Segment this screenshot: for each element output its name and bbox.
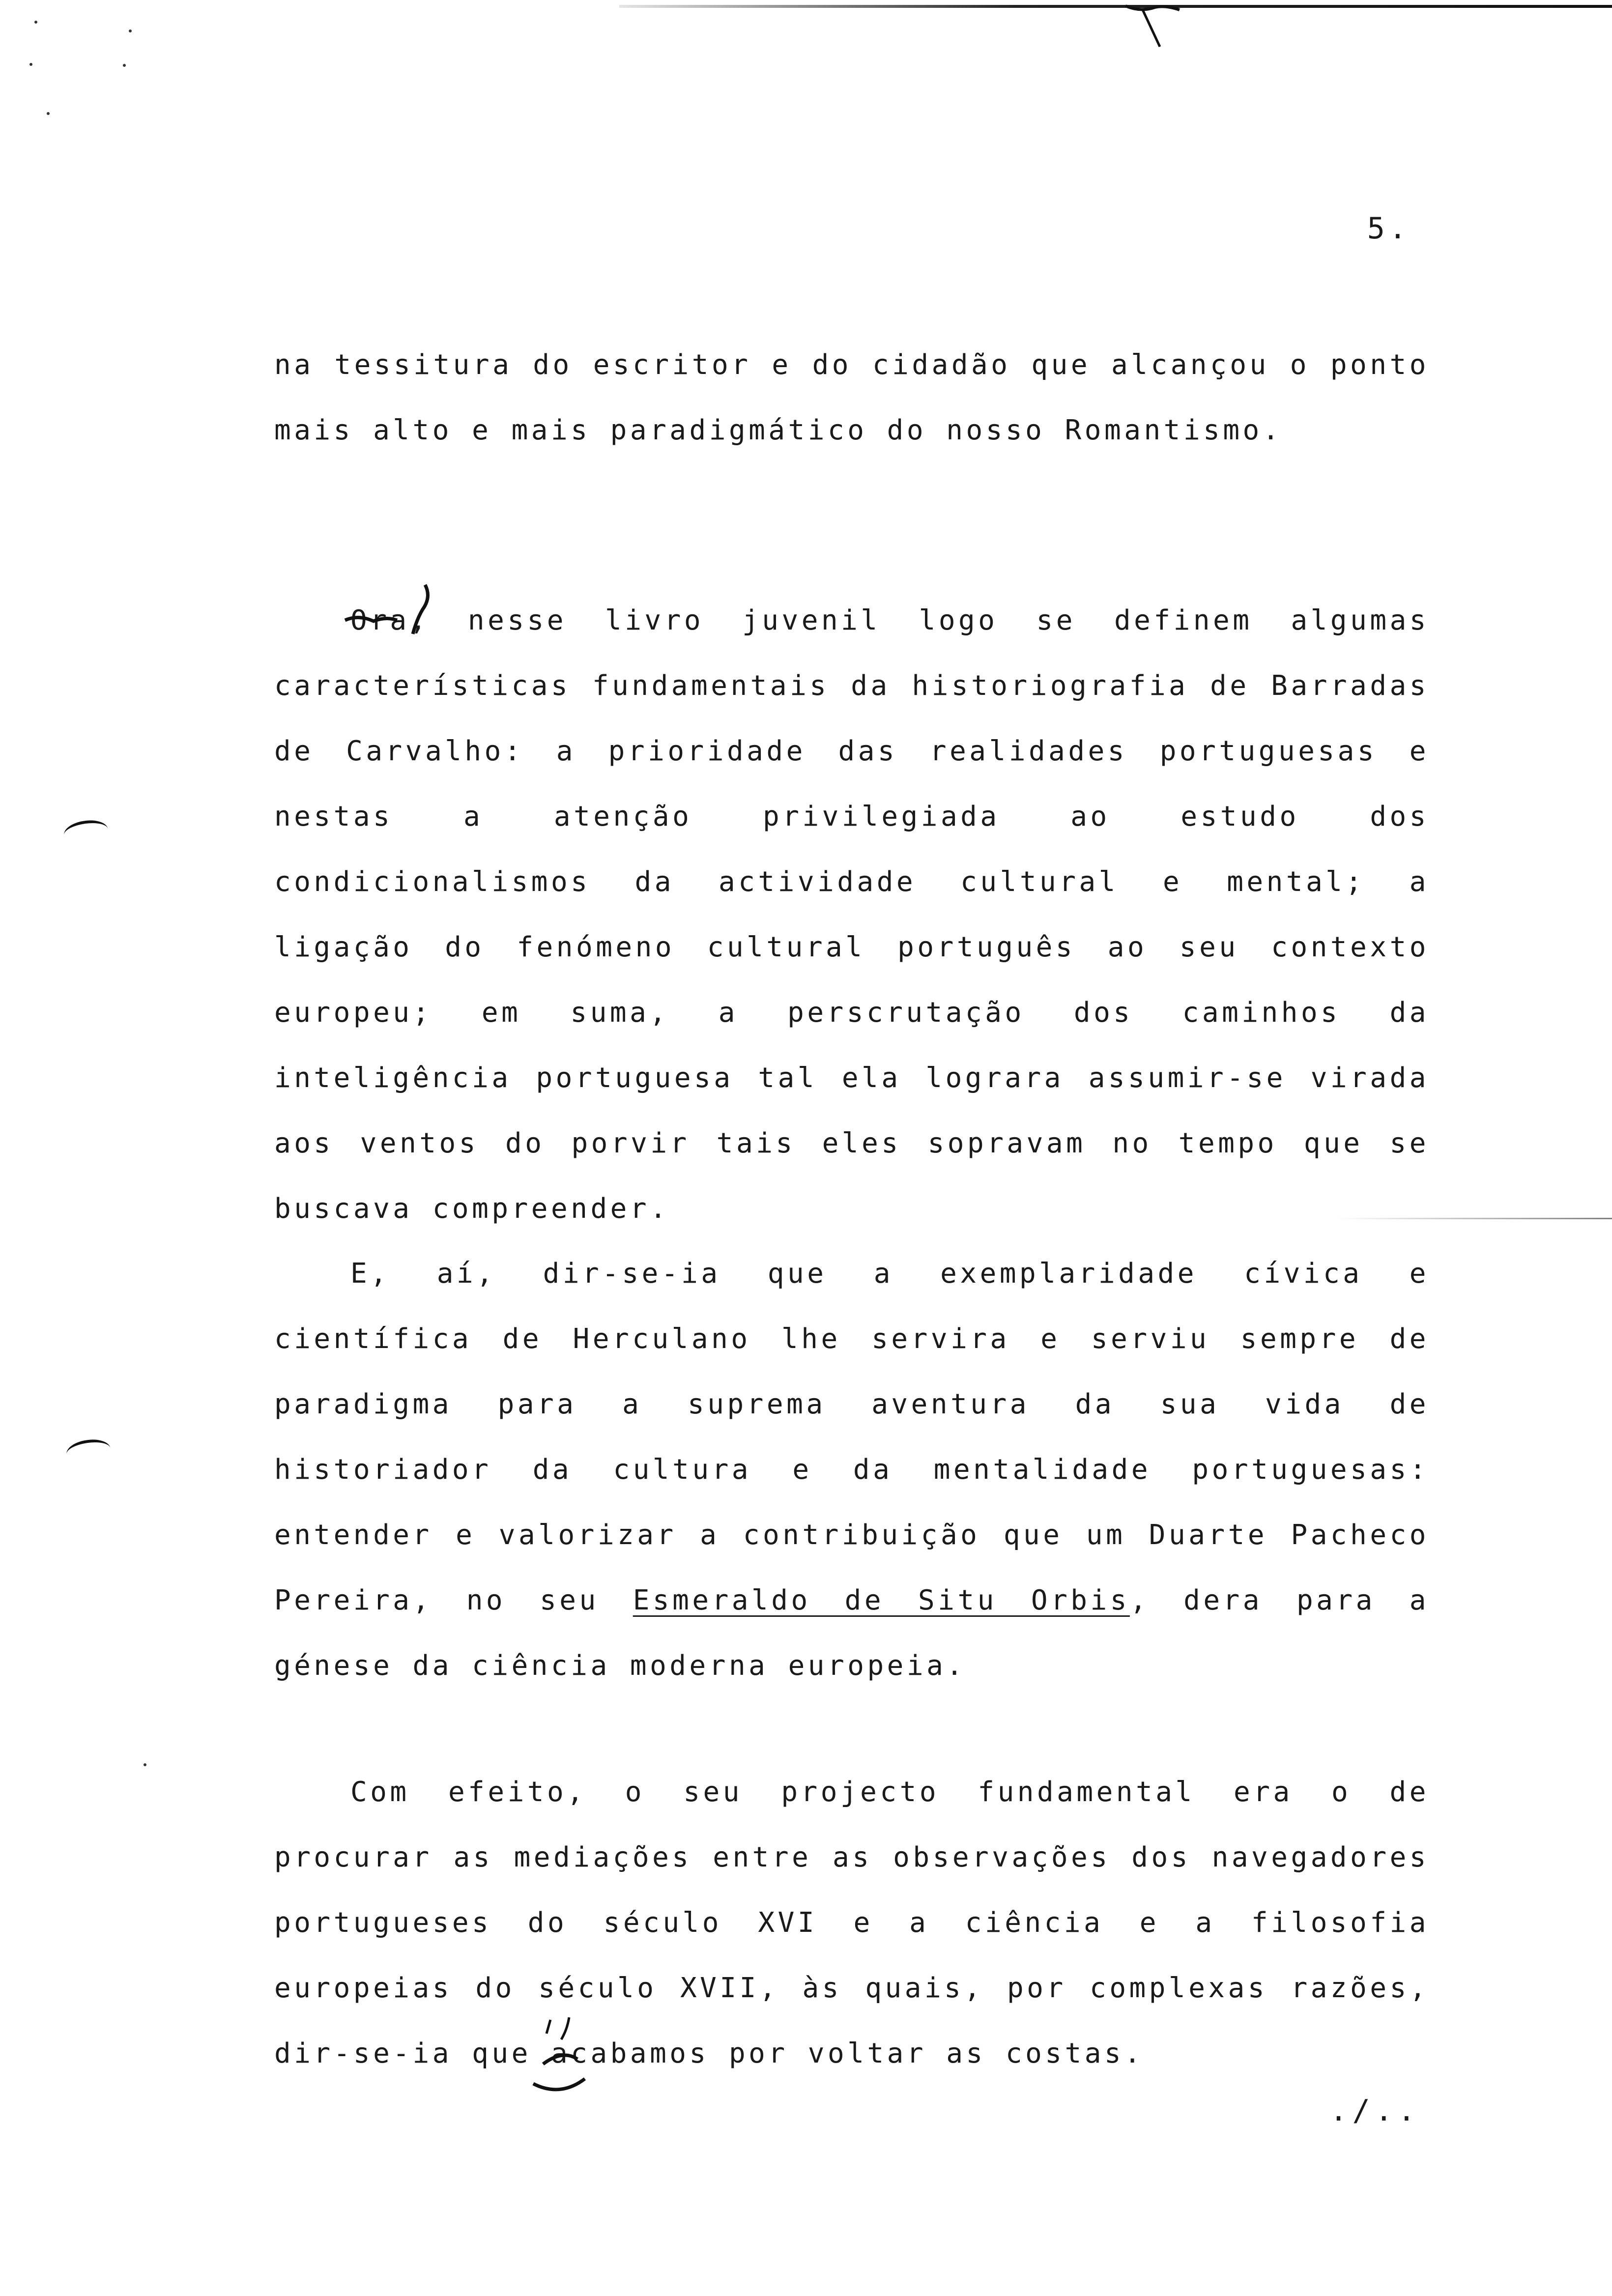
paragraph-3-text-before: E, aí, dir-se-ia que a exemplaridade cívica e científica de Herculano lhe servira e serviu sempre de paradigma para a suprema aventura da sua vida de historiador da cultura e da mentalidade portuguesas: entender e valorizar a contribuição que um Duarte Pacheco Pereira, no seu [274,1258,1429,1616]
margin-mark [65,1437,112,1465]
paragraph-3 [274,1241,1429,1698]
handwritten-strike-annotation [339,580,437,644]
book-title: Esmeraldo de Situ Orbis [633,1584,1130,1616]
speck [34,21,37,24]
paragraph-1: na tessitura do escritor e do cidadão que alcançou o ponto mais alto e mais paradigmático do nosso Romantismo. [274,349,1429,446]
top-mark [1121,0,1189,54]
paragraph-4: Com efeito, o seu projecto fundamental era o de procurar as mediações entre as observações dos navegadores portugueses do século XVI e a ciência e a filosofia europeias do século XVII, às quais, por complexas razões, dir-se-ia que acabamos por voltar as costas. [274,1776,1429,2069]
top-rule [619,5,1612,8]
speck [129,29,132,32]
page-number: 5. [1367,211,1410,246]
margin-mark [62,818,110,846]
speck [123,64,126,67]
speck [144,1763,146,1766]
paragraph-2: Ora, nesse livro juvenil logo se definem algumas características fundamentais da historiografia de Barradas de Carvalho: a prioridade das realidades portuguesas e nestas a atenção privilegiada ao estudo dos condicionalismos da actividade cultural e mental; a ligação do fenómeno cultural português ao seu contexto europeu; em suma, a perscrutação dos caminhos da inteligência portuguesa tal ela lograra assumir-se virada aos ventos do porvir tais eles sopravam no tempo que se buscava compreender. [274,604,1429,1225]
paragraph-3-text-after: , dera para a génese da ciência moderna europeia. [274,1584,1430,1682]
speck [47,112,50,115]
speck [29,63,32,66]
handwritten-correction [516,2010,614,2103]
continuation-mark: ./.. [1329,2094,1420,2128]
